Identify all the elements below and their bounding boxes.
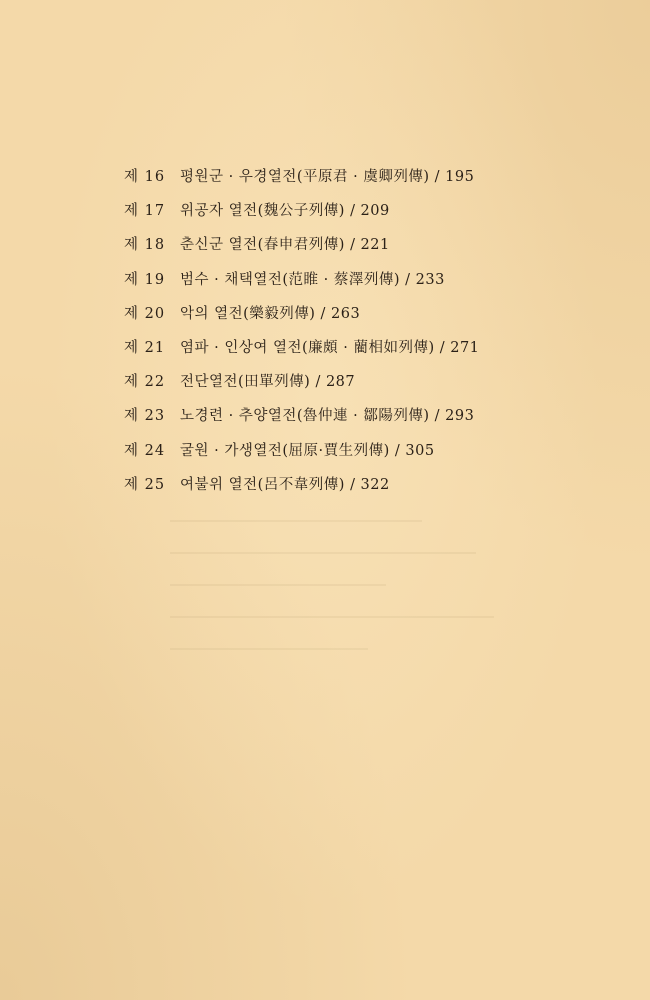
toc-entry [124, 331, 624, 365]
chapter-title: 전단열전(田單列傳) / 287 [180, 374, 356, 391]
toc-entry [124, 434, 624, 468]
ghost-line [170, 584, 386, 586]
ghost-line [170, 552, 476, 554]
toc-entry [124, 297, 624, 331]
ghost-line [170, 520, 422, 522]
toc-entry [124, 160, 624, 194]
toc-entry [124, 468, 624, 502]
chapter-number: 제 22 [124, 374, 166, 391]
chapter-number: 제 16 [124, 169, 166, 186]
chapter-title: 위공자 열전(魏公子列傳) / 209 [180, 203, 390, 220]
chapter-title: 굴원 · 가생열전(屈原·賈生列傳) / 305 [180, 442, 435, 459]
chapter-title: 평원군 · 우경열전(平原君 · 虞卿列傳) / 195 [180, 169, 475, 186]
chapter-title: 춘신군 열전(春申君列傳) / 221 [180, 237, 390, 254]
chapter-title: 범수 · 채택열전(范睢 · 蔡澤列傳) / 233 [180, 271, 445, 288]
chapter-number: 제 24 [124, 442, 166, 459]
ghost-line [170, 616, 494, 618]
chapter-number: 제 19 [124, 271, 166, 288]
paper-show-through [170, 520, 530, 770]
toc-entry [124, 263, 624, 297]
table-of-contents [124, 160, 624, 502]
chapter-title: 악의 열전(樂毅列傳) / 263 [180, 305, 361, 322]
chapter-title: 염파 · 인상여 열전(廉頗 · 藺相如列傳) / 271 [180, 340, 480, 357]
ghost-line [170, 648, 368, 650]
chapter-title: 여불위 열전(呂不韋列傳) / 322 [180, 476, 390, 493]
chapter-number: 제 20 [124, 305, 166, 322]
toc-entry [124, 365, 624, 399]
toc-entry [124, 399, 624, 433]
chapter-title: 노경련 · 추양열전(魯仲連 · 鄒陽列傳) / 293 [180, 408, 475, 425]
chapter-number: 제 23 [124, 408, 166, 425]
chapter-number: 제 18 [124, 237, 166, 254]
chapter-number: 제 17 [124, 203, 166, 220]
chapter-number: 제 21 [124, 340, 166, 357]
toc-entry [124, 194, 624, 228]
toc-entry [124, 228, 624, 262]
chapter-number: 제 25 [124, 476, 166, 493]
